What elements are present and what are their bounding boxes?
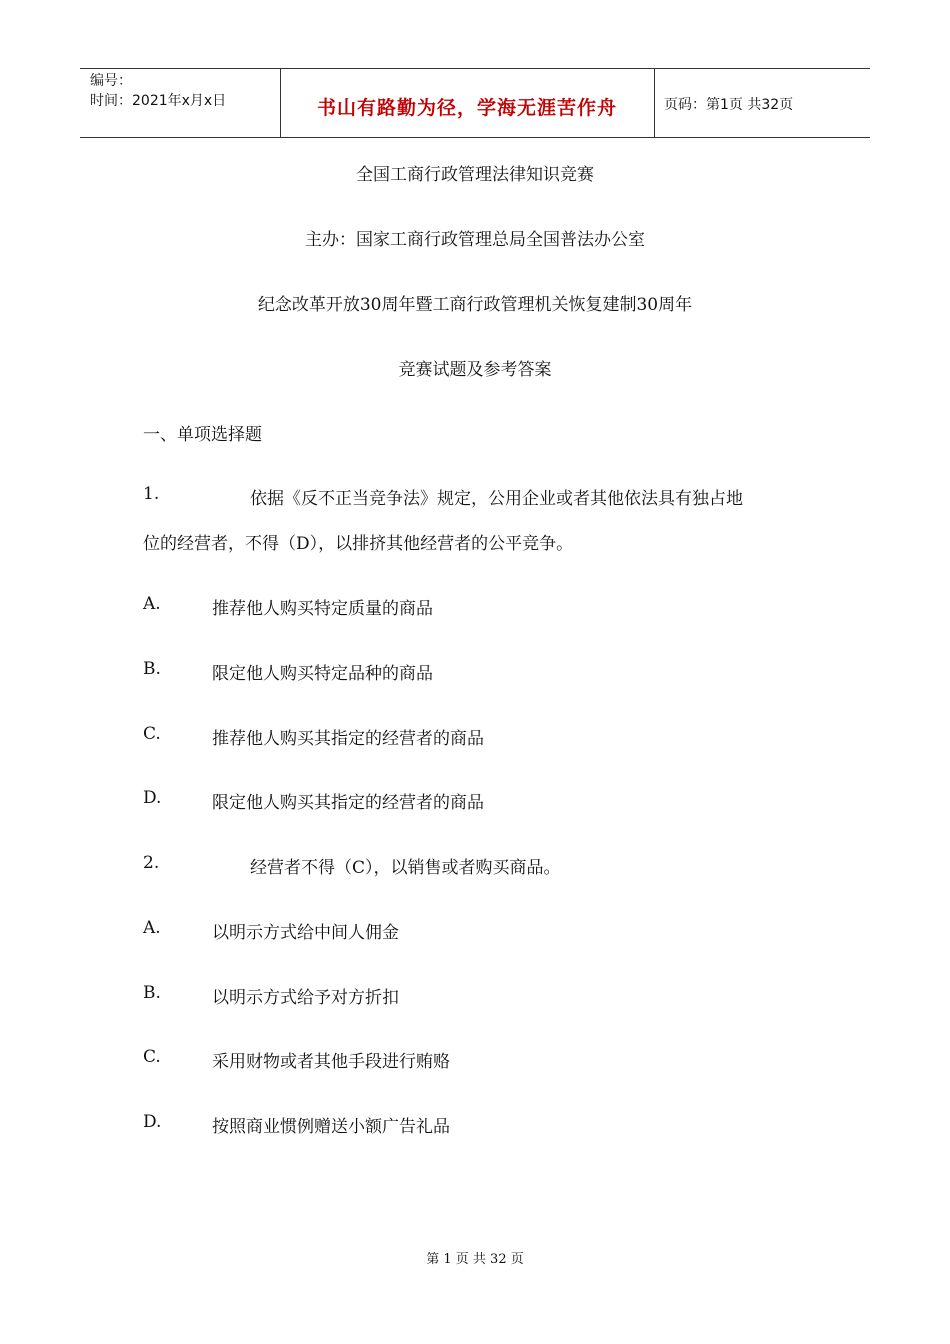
- header-divider: [654, 69, 655, 137]
- header-page-label: 页码：第1页 共32页: [664, 97, 794, 113]
- question-text: 依据《反不正当竞争法》规定，公用企业或者其他依法具有独占地: [250, 489, 743, 509]
- option-label: D.: [143, 788, 162, 808]
- option-text: 推荐他人购买其指定的经营者的商品: [212, 729, 484, 749]
- option-text: 限定他人购买特定品种的商品: [212, 664, 433, 684]
- document-header: [80, 68, 870, 138]
- option-text: 推荐他人购买特定质量的商品: [212, 599, 433, 619]
- title-organizer: 主办：国家工商行政管理总局全国普法办公室: [305, 230, 645, 250]
- title-commemoration: 纪念改革开放30周年暨工商行政管理机关恢复建制30周年: [257, 295, 693, 315]
- document-time-label: 时间：2021年x月x日: [90, 93, 227, 109]
- section-heading: 一、单项选择题: [143, 425, 262, 445]
- question-1-continuation: 位的经营者，不得（D），以排挤其他经营者的公平竞争。: [143, 534, 574, 554]
- title-questions-answers: 竞赛试题及参考答案: [398, 360, 552, 380]
- option-label: C.: [143, 1047, 161, 1067]
- option-text: 以明示方式给中间人佣金: [212, 923, 399, 943]
- option-label: A.: [143, 594, 161, 614]
- question-text: 经营者不得（C），以销售或者购买商品。: [250, 858, 561, 878]
- option-label: C.: [143, 724, 161, 744]
- option-text: 以明示方式给予对方折扣: [212, 988, 399, 1008]
- page-footer: 第 1 页 共 32 页: [426, 1252, 524, 1267]
- question-number: 2.: [143, 853, 160, 873]
- option-label: B.: [143, 983, 161, 1003]
- header-motto: 书山有路勤为径，学海无涯苦作舟: [316, 97, 617, 119]
- option-label: B.: [143, 659, 161, 679]
- option-label: A.: [143, 918, 161, 938]
- title-competition: 全国工商行政管理法律知识竞赛: [356, 165, 594, 185]
- option-text: 限定他人购买其指定的经营者的商品: [212, 793, 484, 813]
- question-number: 1.: [143, 484, 160, 504]
- document-number-label: 编号：: [90, 73, 132, 89]
- option-text: 采用财物或者其他手段进行贿赂: [212, 1052, 450, 1072]
- header-meta: [90, 71, 226, 111]
- option-text: 按照商业惯例赠送小额广告礼品: [212, 1117, 450, 1137]
- option-label: D.: [143, 1112, 162, 1132]
